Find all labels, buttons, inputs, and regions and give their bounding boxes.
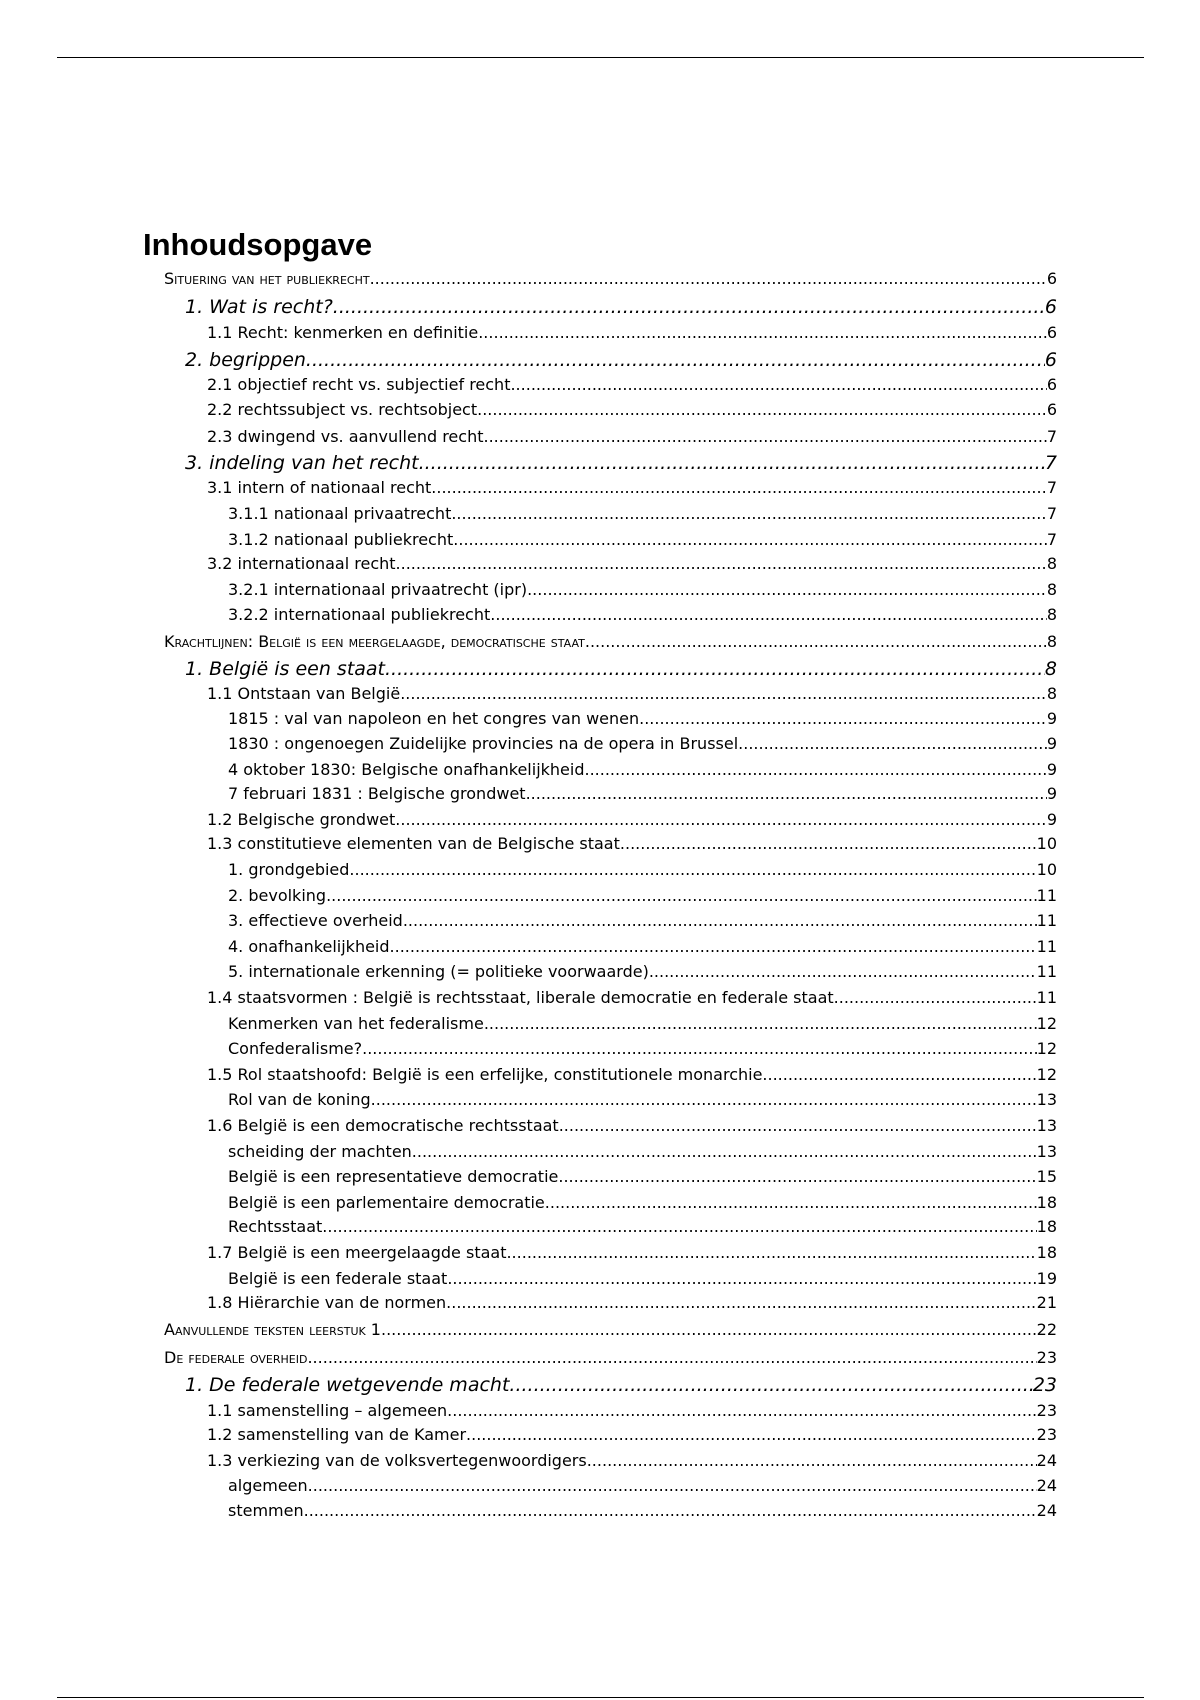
toc-dot-leader (370, 269, 1047, 288)
toc-dot-leader (307, 1348, 1036, 1367)
toc-dot-leader (447, 1401, 1036, 1420)
toc-entry-text: 2. begrippen (185, 349, 306, 371)
toc-dot-leader (446, 1293, 1036, 1312)
toc-entry[interactable] (185, 1374, 1057, 1398)
toc-entry-page: 7 (1046, 504, 1057, 523)
toc-entry[interactable] (207, 1243, 1057, 1267)
toc-entry-text: stemmen (228, 1501, 304, 1520)
toc-dot-leader (349, 860, 1036, 879)
toc-entry-text: 2.2 rechtssubject vs. rechtsobject (207, 400, 478, 419)
toc-entry-page: 22 (1036, 1320, 1057, 1339)
toc-entry-text: 3. effectieve overheid (228, 911, 403, 930)
toc-entry[interactable] (185, 452, 1057, 476)
toc-entry[interactable] (207, 1401, 1057, 1425)
page-title: Inhoudsopgave (143, 227, 373, 262)
toc-entry[interactable] (228, 1501, 1057, 1525)
toc-entry[interactable] (207, 323, 1057, 347)
toc-entry[interactable] (228, 886, 1057, 910)
toc-entry-text: 3.1.2 nationaal publiekrecht (228, 530, 454, 549)
toc-dot-leader (649, 962, 1037, 981)
toc-entry-text: algemeen (228, 1476, 308, 1495)
toc-entry-page: 23 (1036, 1401, 1057, 1420)
footer-rule (57, 1697, 1144, 1698)
toc-entry[interactable] (207, 988, 1057, 1012)
toc-entry-text: 3.2.1 internationaal privaatrecht (ipr) (228, 580, 528, 599)
toc-entry[interactable] (164, 632, 1057, 656)
toc-entry-page: 10 (1036, 834, 1057, 853)
toc-entry-text: Kenmerken van het federalisme (228, 1014, 484, 1033)
toc-entry-text: 2.1 objectief recht vs. subjectief recht (207, 375, 511, 394)
toc-entry[interactable] (207, 684, 1057, 708)
toc-entry[interactable] (228, 962, 1057, 986)
toc-dot-leader (371, 1090, 1037, 1109)
toc-entry-text: 1.8 Hiërarchie van de normen (207, 1293, 447, 1312)
toc-entry-page: 7 (1046, 530, 1057, 549)
toc-entry-page: 24 (1036, 1501, 1057, 1520)
toc-entry-text: 5. internationale erkenning (= politieke voorwaarde) (228, 962, 649, 981)
toc-entry[interactable] (207, 810, 1057, 834)
toc-entry-text: 3.1 intern of nationaal recht (207, 478, 432, 497)
toc-entry-page: 11 (1036, 962, 1057, 981)
toc-entry-page: 11 (1036, 911, 1057, 930)
toc-entry-page: 24 (1036, 1476, 1057, 1495)
toc-entry[interactable] (207, 1293, 1057, 1317)
toc-entry-page: 18 (1036, 1217, 1057, 1236)
toc-entry-page: 12 (1036, 1065, 1057, 1084)
toc-dot-leader (333, 296, 1045, 318)
toc-dot-leader (396, 554, 1047, 573)
toc-entry-text: 2.3 dwingend vs. aanvullend recht (207, 427, 484, 446)
toc-entry-text: 3. indeling van het recht (185, 452, 419, 474)
toc-dot-leader (585, 632, 1047, 651)
toc-dot-leader (400, 684, 1047, 703)
toc-entry-page: 24 (1036, 1451, 1057, 1470)
toc-dot-leader (453, 530, 1047, 549)
toc-entry-page: 6 (1046, 323, 1057, 342)
toc-entry[interactable] (207, 1451, 1057, 1475)
toc-entry-text: België is een parlementaire democratie (228, 1193, 545, 1212)
toc-entry[interactable] (228, 784, 1057, 808)
toc-dot-leader (527, 580, 1047, 599)
toc-dot-leader (431, 478, 1047, 497)
toc-entry[interactable] (164, 1320, 1057, 1344)
toc-entry-page: 23 (1032, 1374, 1057, 1396)
toc-entry[interactable] (228, 580, 1057, 604)
toc-entry-text: 1.3 constitutieve elementen van de Belgische staat (207, 834, 620, 853)
toc-entry-page: 15 (1036, 1167, 1057, 1186)
toc-entry-page: 19 (1036, 1269, 1057, 1288)
toc-entry[interactable] (228, 1167, 1057, 1191)
toc-entry-text: De federale overheid (164, 1348, 308, 1367)
toc-entry-page: 6 (1044, 296, 1057, 318)
toc-entry-page: 13 (1036, 1142, 1057, 1161)
toc-dot-leader (509, 1374, 1032, 1396)
toc-entry[interactable] (228, 937, 1057, 961)
toc-dot-leader (447, 1269, 1036, 1288)
toc-entry[interactable] (207, 427, 1057, 451)
toc-dot-leader (326, 886, 1037, 905)
toc-entry-page: 10 (1036, 860, 1057, 879)
toc-entry-text: 1.3 verkiezing van de volksvertegenwoordigers (207, 1451, 587, 1470)
toc-entry-text: Krachtlijnen: België is een meergelaagde, democratische staat (164, 632, 585, 651)
header-rule (57, 57, 1144, 58)
toc-entry-page: 9 (1046, 810, 1057, 829)
toc-entry-text: België is een federale staat (228, 1269, 448, 1288)
toc-entry-page: 12 (1036, 1039, 1057, 1058)
toc-entry-text: 1.2 samenstelling van de Kamer (207, 1425, 467, 1444)
toc-entry-page: 9 (1046, 734, 1057, 753)
toc-dot-leader (639, 709, 1047, 728)
toc-entry-page: 6 (1046, 269, 1057, 288)
toc-entry[interactable] (207, 1116, 1057, 1140)
toc-entry[interactable] (185, 349, 1057, 373)
toc-entry[interactable] (228, 734, 1057, 758)
toc-entry-text: Confederalisme? (228, 1039, 363, 1058)
toc-entry[interactable] (228, 504, 1057, 528)
toc-entry-page: 8 (1046, 580, 1057, 599)
toc-entry[interactable] (207, 834, 1057, 858)
toc-entry-page: 11 (1036, 988, 1057, 1007)
toc-entry-text: 3.1.1 nationaal privaatrecht (228, 504, 452, 523)
toc-entry[interactable] (164, 1348, 1057, 1372)
toc-entry-page: 23 (1036, 1348, 1057, 1367)
toc-dot-leader (526, 784, 1047, 803)
toc-entry-page: 7 (1044, 452, 1057, 474)
toc-dot-leader (490, 605, 1047, 624)
toc-entry[interactable] (207, 375, 1057, 399)
toc-entry-text: Situering van het publiekrecht (164, 269, 370, 288)
toc-entry-text: 3.2 internationaal recht (207, 554, 396, 573)
toc-entry[interactable] (228, 1142, 1057, 1166)
toc-entry-text: scheiding der machten (228, 1142, 412, 1161)
toc-entry[interactable] (228, 1269, 1057, 1293)
toc-entry-page: 13 (1036, 1090, 1057, 1109)
toc-entry[interactable] (164, 269, 1057, 293)
toc-entry-text: 4 oktober 1830: Belgische onafhankelijkheid (228, 760, 585, 779)
toc-entry-text: 1.1 samenstelling – algemeen (207, 1401, 448, 1420)
toc-entry[interactable] (228, 1039, 1057, 1063)
toc-entry-text: 1.6 België is een democratische rechtsstaat (207, 1116, 559, 1135)
toc-entry-page: 8 (1046, 684, 1057, 703)
toc-entry[interactable] (207, 1065, 1057, 1089)
toc-dot-leader (322, 1217, 1036, 1236)
toc-entry-text: 1.1 Recht: kenmerken en definitie (207, 323, 479, 342)
toc-entry-page: 9 (1046, 760, 1057, 779)
toc-entry-page: 13 (1036, 1116, 1057, 1135)
toc-dot-leader (483, 427, 1046, 446)
toc-dot-leader (403, 911, 1037, 930)
toc-entry-page: 7 (1046, 478, 1057, 497)
toc-entry[interactable] (228, 860, 1057, 884)
toc-entry-page: 12 (1036, 1014, 1057, 1033)
toc-dot-leader (478, 323, 1047, 342)
toc-entry-page: 21 (1036, 1293, 1057, 1312)
toc-entry[interactable] (228, 1193, 1057, 1217)
toc-entry[interactable] (228, 760, 1057, 784)
toc-entry-text: Rol van de koning (228, 1090, 371, 1109)
toc-dot-leader (381, 1320, 1037, 1339)
toc-entry-text: 1.1 Ontstaan van België (207, 684, 401, 703)
toc-dot-leader (585, 760, 1047, 779)
toc-entry-page: 11 (1036, 937, 1057, 956)
toc-entry-page: 23 (1036, 1425, 1057, 1444)
toc-entry-page: 6 (1046, 400, 1057, 419)
toc-entry[interactable] (228, 1217, 1057, 1241)
toc-entry-text: 1.5 Rol staatshoofd: België is een erfelijke, constitutionele monarchie (207, 1065, 763, 1084)
toc-dot-leader (306, 349, 1045, 371)
toc-entry-text: 3.2.2 internationaal publiekrecht (228, 605, 491, 624)
toc-entry[interactable] (228, 709, 1057, 733)
toc-entry-text: 1.4 staatsvormen : België is rechtsstaat, liberale democratie en federale staat (207, 988, 834, 1007)
toc-entry-text: Aanvullende teksten leerstuk 1 (164, 1320, 381, 1339)
toc-entry-text: 2. bevolking (228, 886, 327, 905)
toc-entry-page: 8 (1046, 632, 1057, 651)
toc-dot-leader (762, 1065, 1036, 1084)
toc-dot-leader (390, 937, 1037, 956)
toc-dot-leader (362, 1039, 1037, 1058)
toc-entry-page: 11 (1036, 886, 1057, 905)
toc-dot-leader (412, 1142, 1037, 1161)
toc-entry-text: 1. Wat is recht? (185, 296, 333, 318)
toc-entry-page: 9 (1046, 784, 1057, 803)
toc-entry-page: 18 (1036, 1243, 1057, 1262)
toc-entry[interactable] (228, 605, 1057, 629)
toc-dot-leader (558, 1167, 1036, 1186)
toc-dot-leader (738, 734, 1047, 753)
toc-dot-leader (385, 658, 1045, 680)
toc-entry-page: 8 (1046, 554, 1057, 573)
toc-entry-text: 1830 : ongenoegen Zuidelijke provincies na de opera in Brussel (228, 734, 739, 753)
toc-entry-text: 1815 : val van napoleon en het congres van wenen (228, 709, 640, 728)
toc-entry-page: 18 (1036, 1193, 1057, 1212)
toc-entry-text: 4. onafhankelijkheid (228, 937, 390, 956)
toc-entry[interactable] (207, 400, 1057, 424)
toc-entry-text: 1. De federale wetgevende macht (185, 1374, 510, 1396)
toc-entry-page: 7 (1046, 427, 1057, 446)
toc-dot-leader (466, 1425, 1037, 1444)
toc-entry[interactable] (185, 296, 1057, 320)
toc-dot-leader (308, 1476, 1037, 1495)
toc-dot-leader (506, 1243, 1036, 1262)
toc-dot-leader (545, 1193, 1037, 1212)
toc-entry-page: 9 (1046, 709, 1057, 728)
toc-entry[interactable] (185, 658, 1057, 682)
toc-dot-leader (484, 1014, 1037, 1033)
toc-entry[interactable] (228, 1014, 1057, 1038)
toc-entry-text: 7 februari 1831 : Belgische grondwet (228, 784, 526, 803)
toc-entry[interactable] (228, 530, 1057, 554)
toc-entry-page: 8 (1044, 658, 1057, 680)
toc-dot-leader (834, 988, 1037, 1007)
toc-entry-page: 8 (1046, 605, 1057, 624)
toc-dot-leader (304, 1501, 1037, 1520)
toc-dot-leader (395, 810, 1047, 829)
toc-entry[interactable] (228, 911, 1057, 935)
toc-dot-leader (451, 504, 1046, 523)
toc-entry-page: 6 (1044, 349, 1057, 371)
toc-entry[interactable] (228, 1476, 1057, 1500)
toc-dot-leader (559, 1116, 1037, 1135)
toc-dot-leader (477, 400, 1047, 419)
toc-entry-text: 1.7 België is een meergelaagde staat (207, 1243, 507, 1262)
toc-dot-leader (620, 834, 1037, 853)
toc-entry[interactable] (207, 1425, 1057, 1449)
toc-entry-page: 6 (1046, 375, 1057, 394)
toc-dot-leader (510, 375, 1046, 394)
toc-entry-text: Rechtsstaat (228, 1217, 323, 1236)
toc-entry[interactable] (207, 554, 1057, 578)
toc-entry[interactable] (207, 478, 1057, 502)
toc-entry-text: 1. België is een staat (185, 658, 386, 680)
toc-entry[interactable] (228, 1090, 1057, 1114)
toc-dot-leader (587, 1451, 1037, 1470)
toc-dot-leader (419, 452, 1045, 474)
toc-entry-text: België is een representatieve democratie (228, 1167, 559, 1186)
toc-entry-text: 1.2 Belgische grondwet (207, 810, 396, 829)
toc-entry-text: 1. grondgebied (228, 860, 350, 879)
